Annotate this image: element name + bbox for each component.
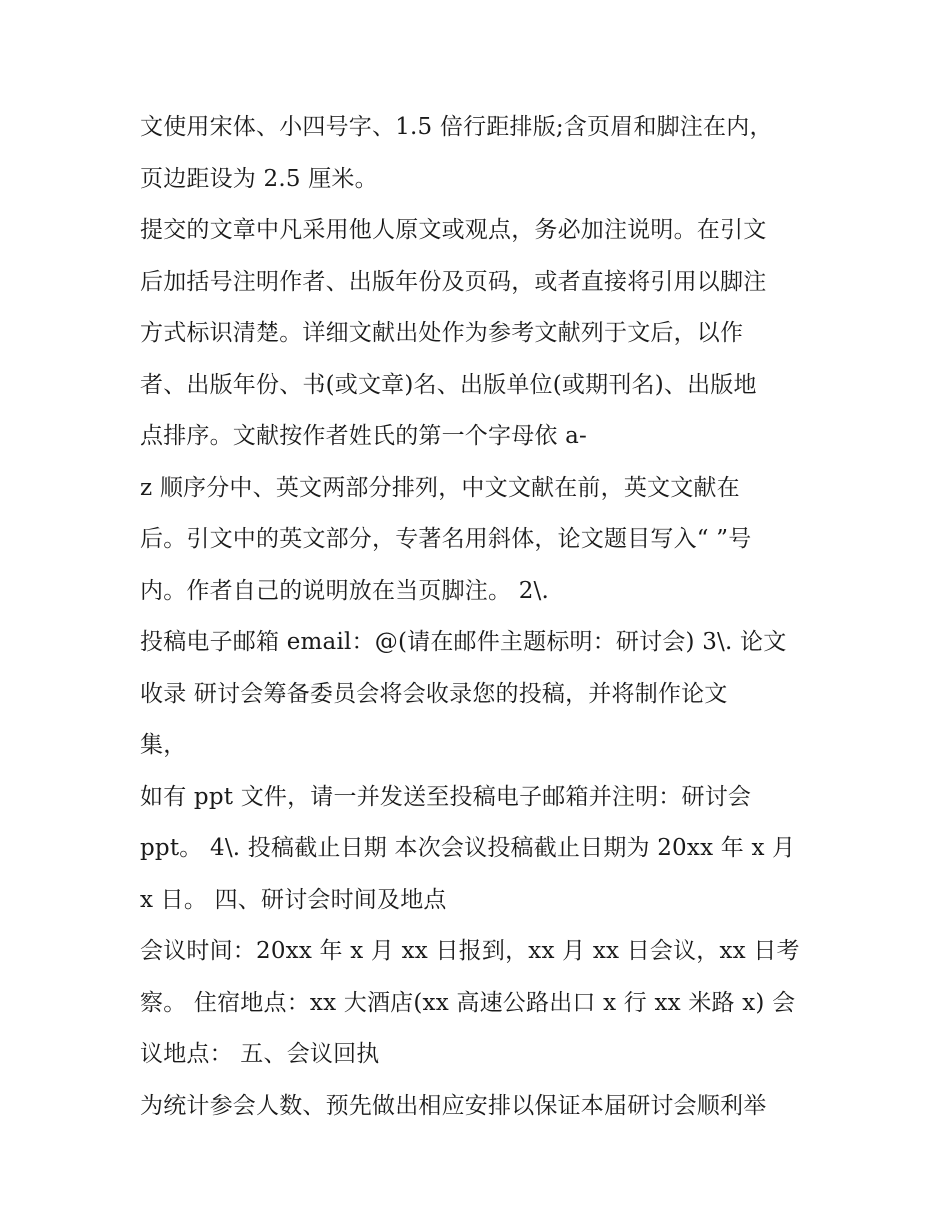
text-line: 会议时间：20xx 年 x 月 xx 日报到，xx 月 xx 日会议，xx 日考: [140, 938, 800, 964]
document-body: [140, 102, 830, 1132]
text-line: 后。引文中的英文部分，专著名用斜体，论文题目写入“ ”号: [140, 526, 752, 552]
text-line: 后加括号注明作者、出版年份及页码，或者直接将引用以脚注: [140, 268, 767, 295]
text-line: z 顺序分中、英文两部分排列，中文文献在前，英文文献在: [140, 474, 740, 501]
text-line: 如有 ppt 文件，请一并发送至投稿电子邮箱并注明：研讨会: [140, 783, 752, 810]
text-line: 者、出版年份、书(或文章)名、出版单位(或期刊名)、出版地: [140, 371, 757, 398]
text-line: 文使用宋体、小四号字、1.5 倍行距排版;含页眉和脚注在内，: [140, 114, 773, 140]
text-line: 方式标识清楚。详细文献出处作为参考文献列于文后，以作: [140, 320, 744, 346]
text-line: 收录 研讨会筹备委员会将会收录您的投稿，并将制作论文: [140, 680, 728, 707]
text-line: 为统计参会人数、预先做出相应安排以保证本届研讨会顺利举: [140, 1092, 767, 1119]
text-line: 察。 住宿地点：xx 大酒店(xx 高速公路出口 x 行 xx 米路 x) 会: [140, 989, 796, 1016]
text-line: 议地点： 五、会议回执: [140, 1041, 380, 1067]
text-line: 内。作者自己的说明放在当页脚注。 2\.: [140, 577, 550, 604]
text-line: 投稿电子邮箱 email：@(请在邮件主题标明：研讨会) 3\. 论文: [140, 629, 787, 655]
text-line: x 日。 四、研讨会时间及地点: [140, 886, 447, 913]
text-line: 集，: [140, 732, 187, 758]
text-line: 点排序。文献按作者姓氏的第一个字母依 a-: [140, 423, 587, 449]
text-line: 页边距设为 2.5 厘米。: [140, 165, 378, 192]
text-line: ppt。 4\. 投稿截止日期 本次会议投稿截止日期为 20xx 年 x 月: [140, 835, 796, 861]
text-line: 提交的文章中凡采用他人原文或观点，务必加注说明。在引文: [140, 217, 767, 243]
